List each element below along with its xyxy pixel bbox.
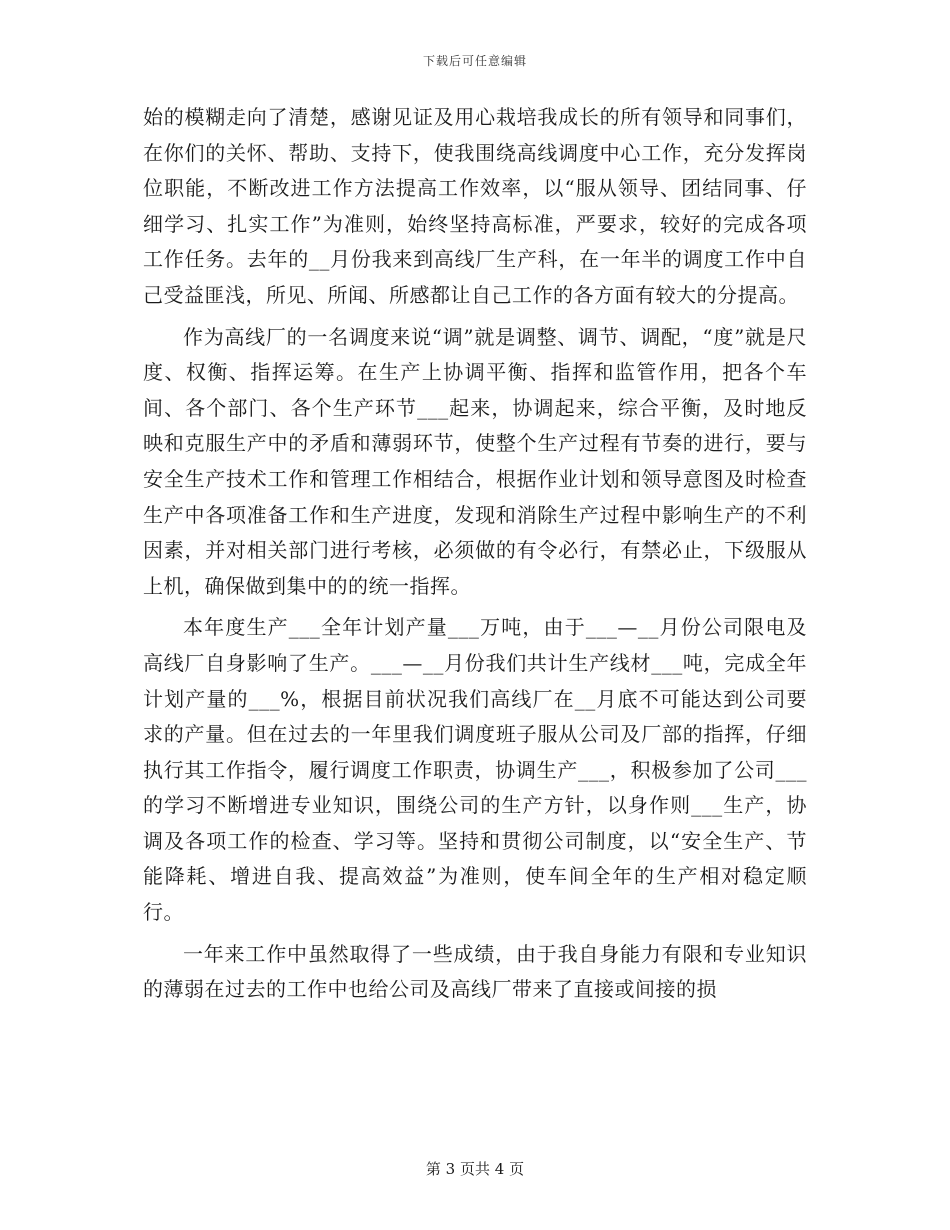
page-header: 下载后可任意编辑: [422, 54, 527, 68]
paragraph-1: 始的模糊走向了清楚，感谢见证及用心栽培我成长的所有领导和同事们，在你们的关怀、帮助、支持下，使我围绕高线调度中心工作，充分发挥岗位职能，不断改进工作方法提高工作效率，以“服从领导、团结同事、仔细学习、扎实工作”为准则，始终坚持高标准，严要求，较好的完成各项工作任务。去年的__月份我来到高线厂生产科，在一年半的调度工作中自己受益匪浅，所见、所闻、所感都让自己工作的各方面有较大的分提高。: [143, 105, 807, 307]
paragraph-2: 作为高线厂的一名调度来说“调”就是调整、调节、调配，“度”就是尺度、权衡、指挥运筹。在生产上协调平衡、指挥和监管作用，把各个车间、各个部门、各个生产环节___起来，协调起来，综合平衡，及时地反映和克服生产中的矛盾和薄弱环节，使整个生产过程有节奏的进行，要与安全生产技术工作和管理工作相结合，根据作业计划和领导意图及时检查生产中各项准备工作和生产进度，发现和消除生产过程中影响生产的不利因素，并对相关部门进行考核，必须做的有令必行，有禁必止，下级服从上机，确保做到集中的的统一指挥。: [143, 324, 807, 598]
paragraph-4: 一年来工作中虽然取得了一些成绩，由于我自身能力有限和专业知识的薄弱在过去的工作中也给公司及高线厂带来了直接或间接的损: [143, 941, 807, 1002]
paragraph-3: 本年度生产___全年计划产量___万吨，由于___—__月份公司限电及高线厂自身影响了生产。___—__月份我们共计生产线材___吨，完成全年计划产量的___%，根据目前状况我们高线厂在__月底不可能达到公司要求的产量。但在过去的一年里我们调度班子服从公司及厂部的指挥，仔细执行其工作指令，履行调度工作职责，协调生产___，积极参加了公司___的学习不断增进专业知识，围绕公司的生产方针，以身作则___生产，协调及各项工作的检查、学习等。坚持和贯彻公司制度，以“安全生产、节能降耗、增进自我、提高效益”为准则，使车间全年的生产相对稳定顺行。: [143, 615, 807, 925]
document-body: [143, 100, 807, 1014]
page-number: 第 3 页共 4 页: [425, 1160, 525, 1178]
